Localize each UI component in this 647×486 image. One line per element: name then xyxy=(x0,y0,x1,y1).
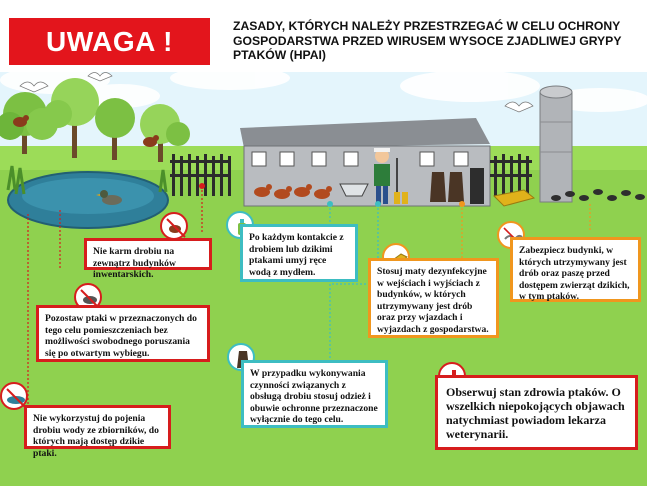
tip-no-outdoor-feeding: Nie karm drobiu na zewnątrz budynków inwentarskich. xyxy=(84,238,212,270)
silo xyxy=(540,86,572,202)
tip-protective-clothing: W przypadku wykonywania czynności związanych z obsługą drobiu stosuj odzież i obuwie ochronne przeznaczone wyłącznie do tego celu. xyxy=(241,360,388,428)
warning-badge: UWAGA ! xyxy=(9,18,210,65)
tip-no-wild-water: Nie wykorzystuj do pojenia drobiu wody ze zbiorników, do których mają dostęp dzikie ptaki. xyxy=(24,405,171,449)
no-feeding-icon xyxy=(160,212,188,240)
tip-disinfection-mats: Stosuj maty dezynfekcyjne w wejściach i wyjściach z budynków, w których utrzymywany jest drób oraz przy wjazdach i wyjazdach z gospodarstwa. xyxy=(368,258,499,338)
tip-secure-buildings: Zabezpiecz budynki, w których utrzymywany jest drób oraz paszę przed dostępem zwierząt dzikich, w tym ptaków. xyxy=(510,237,641,302)
tip-keep-birds-indoors: Pozostaw ptaki w przeznaczonych do tego celu pomieszczeniach bez możliwości swobodnego poruszania się po otwartym wybiegu. xyxy=(36,305,210,362)
tip-wash-hands: Po każdym kontakcie z drobiem lub dzikimi ptakami umyj ręce wodą z mydłem. xyxy=(240,224,358,282)
tip-monitor-health: Obserwuj stan zdrowia ptaków. O wszelkich niepokojących objawach natychmiast powiadom lekarza weterynarii. xyxy=(435,375,638,450)
page-title: ZASADY, KTÓRYCH NALEŻY PRZESTRZEGAĆ W CELU OCHRONY GOSPODARSTWA PRZED WIRUSEM WYSOCE ZJADLIWEJ GRYPY PTAKÓW (HPAI) xyxy=(233,19,622,62)
